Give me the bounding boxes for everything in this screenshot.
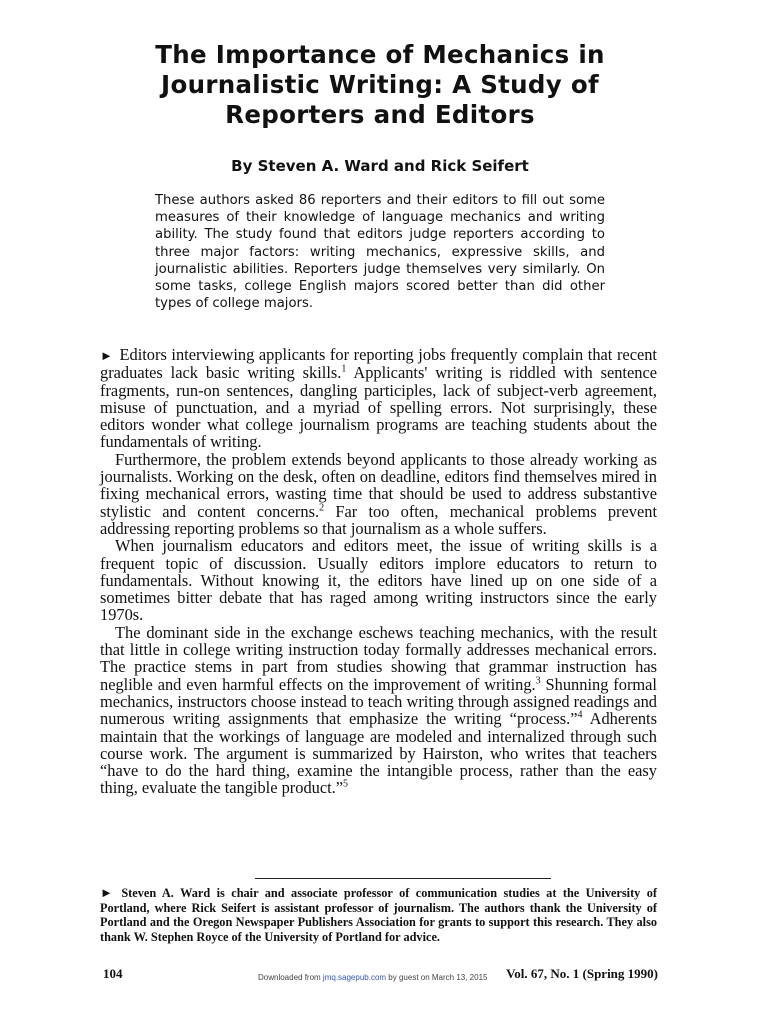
footnote-divider [255,878,551,879]
title-line: Journalistic Writing: A Study of [161,70,599,99]
triangle-marker-icon: ► [100,348,113,363]
paragraph [100,346,657,451]
title-line: Reporters and Editors [225,100,535,129]
paragraph-text: Applicants' writing is riddled with sentence fragments, run-on sentences, dangling participles, lack of subject-verb agreement, misuse of punctuation, and a myriad of spelling errors. Not surprisingly, these editors wonder what college journalism programs are teaching students about the fundamentals of writing. [100,363,657,452]
footnote-ref[interactable]: 5 [343,778,349,790]
download-suffix: by guest on March 13, 2015 [386,973,488,982]
paragraph-text: Shunning formal mechanics, instructors choose instead to teach writing through assigned readings and numerous writing assignments that emphasize the writing “process.” [100,674,657,729]
paragraph-text: Adherents maintain that the workings of language are modeled and internalized through such course work. The argument is summarized by Hairston, who writes that teachers “have to do the hard thing, examine the intangible process, rather than the easy thing, evaluate the tangible product.” [100,709,657,798]
title-line: The Importance of Mechanics in [155,40,605,69]
download-link[interactable]: jmq.sagepub.com [322,973,387,982]
footnote-text: Steven A. Ward is chair and associate professor of communication studies at the University of Portland, where Rick Seifert is assistant professor of journalism. The authors thank the University of Portland and the Oregon Newspaper Publishers Association for grants to support this research. They also thank W. Stephen Royce of the University of Portland for advice. [100,886,658,944]
author-footnote [100,886,657,944]
footnote-ref[interactable]: 4 [577,709,583,721]
triangle-marker-icon: ► [100,885,113,900]
paragraph-text: When journalism educators and editors meet, the issue of writing skills is a frequent topic of discussion. Usually editors implore educators to return to fundamentals. Without knowing it, the editors have lined up on one side of a sometimes bitter debate that has raged among writing instructors since the early 1970s. [100,536,657,625]
paragraph-text: The dominant side in the exchange eschews teaching mechanics, with the result that little in college writing instruction today formally addresses mechanical errors. The practice stems in part from studies showing that grammar instruction has neglible and even harmful effects on the improvement of writing. [100,622,657,694]
download-prefix: Downloaded from [258,973,323,982]
footnote-ref[interactable]: 1 [341,363,347,375]
article-body [100,346,657,797]
footnote-ref[interactable]: 3 [535,675,541,687]
download-notice [258,973,487,982]
paragraph [100,624,657,797]
paragraph-text: Editors interviewing applicants for reporting jobs frequently complain that recent graduates lack basic writing skills. [100,345,657,383]
article-title [100,40,660,130]
paragraph-text: Far too often, mechanical problems prevent addressing reporting problems so that journalism as a whole suffers. [100,501,657,538]
paragraph [100,451,657,537]
byline: By Steven A. Ward and Rick Seifert [231,157,529,175]
paragraph [100,537,657,623]
paragraph-text: Furthermore, the problem extends beyond applicants to those already working as journalists. Working on the desk, often on deadline, editors find themselves mired in fixing mechanical errors, wasting time that should be used to address substantive stylistic and content concerns. [100,449,657,521]
footnote-ref[interactable]: 2 [319,502,325,514]
page-number: 104 [103,966,123,981]
volume-info: Vol. 67, No. 1 (Spring 1990) [506,966,658,981]
abstract: These authors asked 86 reporters and their editors to fill out some measures of their knowledge of language mechanics and writing ability. The study found that editors judge reporters according to three major factors: writing mechanics, expressive skills, and journalistic abilities. Reporters judge themselves very similarly. On some tasks, college English majors scored better than did other types of college majors. [155,193,605,312]
